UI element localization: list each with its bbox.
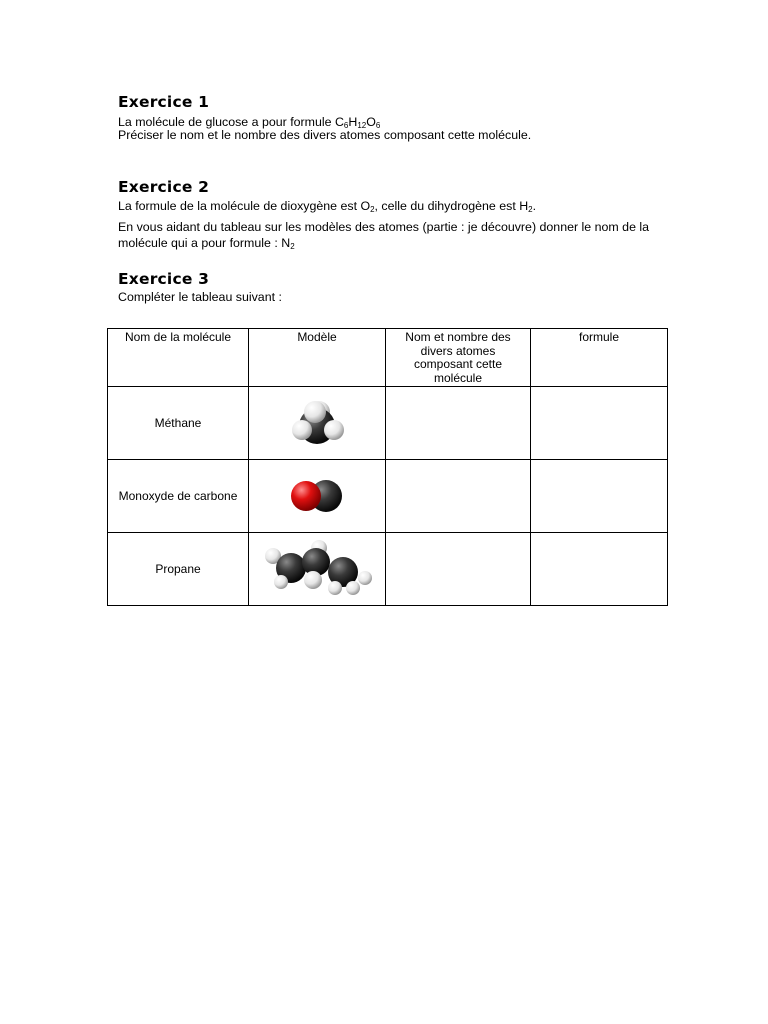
molecule-name: Propane — [108, 533, 249, 606]
header-molecule-name: Nom de la molécule — [108, 329, 249, 387]
exercise-2-statement: La formule de la molécule de dioxygène est $O_2$, celle du dihydrogène est $H_2$. — [118, 199, 537, 214]
exercise-1-statement: La molécule de glucose a pour formule $C_6H_{12}O_6$ — [118, 115, 381, 130]
header-model: Modèle — [249, 329, 386, 387]
exercise-2-title: Exercice 2 — [118, 178, 210, 196]
exercise-1-title: Exercice 1 — [118, 93, 210, 111]
formula-answer-cell[interactable] — [531, 387, 668, 460]
propane-model-icon — [249, 533, 386, 606]
header-formula: formule — [531, 329, 668, 387]
atoms-answer-cell[interactable] — [386, 533, 531, 606]
atoms-answer-cell[interactable] — [386, 387, 531, 460]
exercise-1-question: Préciser le nom et le nombre des divers atomes composant cette molécule. — [118, 128, 532, 142]
atoms-answer-cell[interactable] — [386, 460, 531, 533]
table-row — [108, 533, 668, 606]
table-header-row — [108, 329, 668, 387]
formula-answer-cell[interactable] — [531, 533, 668, 606]
methane-model-icon — [249, 387, 386, 460]
exercise-2-question-line-1: En vous aidant du tableau sur les modèles des atomes (partie : je découvre) donner le nom de la — [118, 220, 650, 234]
molecule-table — [107, 328, 668, 606]
exercise-3-title: Exercice 3 — [118, 270, 210, 288]
table-row — [108, 387, 668, 460]
exercise-2-question-line-2: molécule qui a pour formule : $N_2$ — [118, 236, 295, 251]
table-row — [108, 460, 668, 533]
carbon-monoxide-model-icon — [249, 460, 386, 533]
header-atoms: Nom et nombre des divers atomes composant cette molécule — [386, 329, 531, 387]
exercise-3-instruction: Compléter le tableau suivant : — [118, 290, 282, 304]
molecule-name: Méthane — [108, 387, 249, 460]
molecule-name: Monoxyde de carbone — [108, 460, 249, 533]
formula-answer-cell[interactable] — [531, 460, 668, 533]
